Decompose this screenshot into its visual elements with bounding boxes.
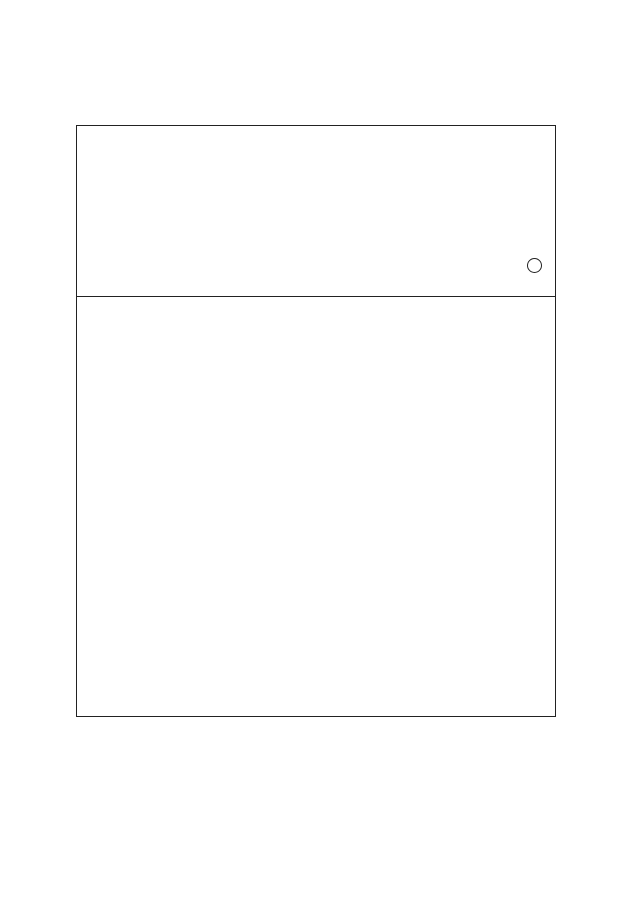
seal-mark bbox=[527, 258, 542, 273]
form-table bbox=[76, 125, 556, 717]
notice-section bbox=[77, 126, 555, 297]
